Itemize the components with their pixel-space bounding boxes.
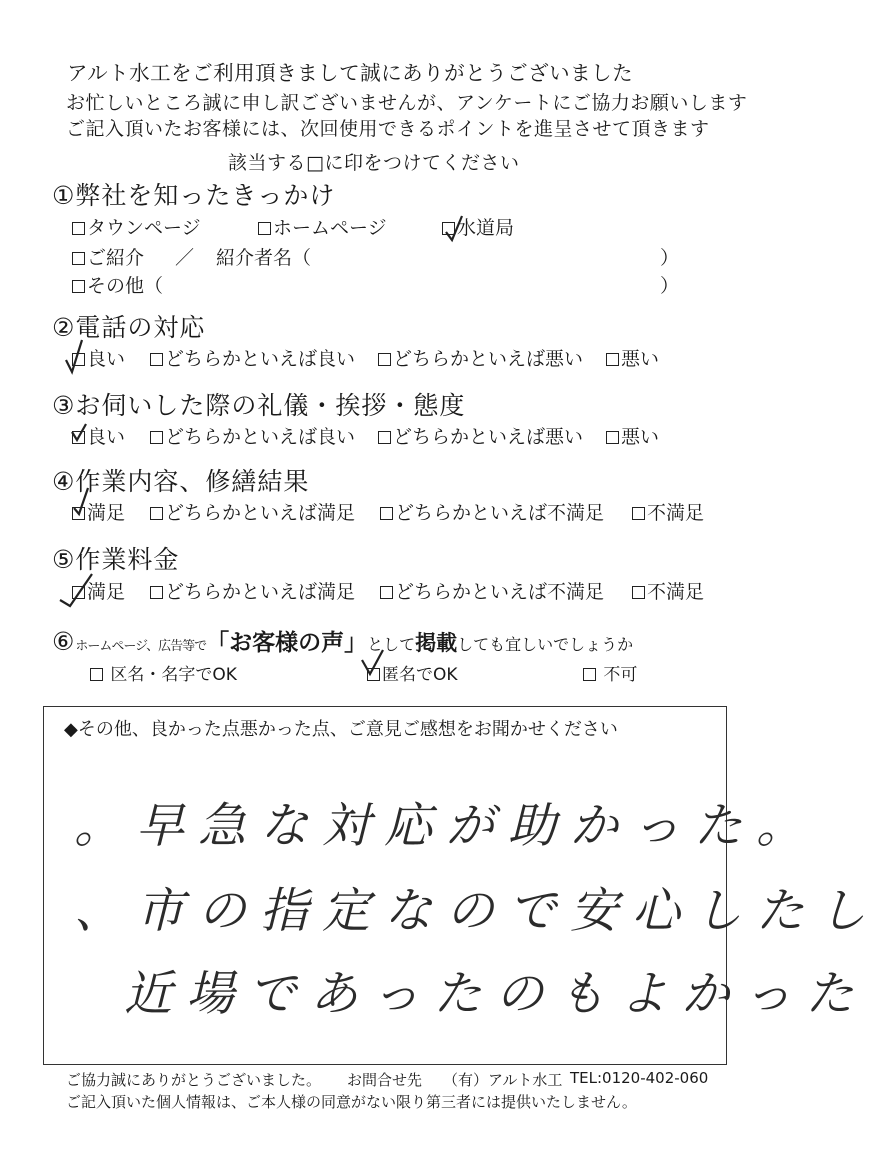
q5-option-satisfied[interactable]: 満足: [72, 577, 125, 604]
q3-option-fairly-good[interactable]: どちらかといえば良い: [150, 422, 355, 449]
q1-option-other[interactable]: その他（: [72, 271, 163, 298]
q6-voice: 「お客様の声」: [206, 630, 368, 656]
q4-option-unsatisfied[interactable]: 不満足: [632, 498, 704, 525]
q3-title: ③お伺いした際の礼儀・挨拶・態度: [52, 391, 466, 420]
q6-as: として: [367, 635, 416, 654]
q4-option-satisfied[interactable]: 満足: [72, 498, 125, 525]
comment-box[interactable]: [43, 706, 880, 1065]
check-mark-icon: [72, 424, 86, 440]
q3-option-good[interactable]: 良い: [72, 422, 125, 449]
survey-request-text: お忙しいところ誠に申し訳ございませんが、アンケートにご協力お願いします: [66, 92, 748, 114]
q2-option-bad[interactable]: 悪い: [606, 344, 659, 371]
q4-option-fairly-satisfied[interactable]: どちらかといえば満足: [150, 498, 355, 525]
q1-referrer-label: 紹介者名（: [216, 247, 312, 269]
q1-option-water-bureau[interactable]: 水道局: [442, 213, 514, 240]
survey-instruction: 該当する□に印をつけてください: [228, 152, 520, 174]
q2-option-fairly-good[interactable]: どちらかといえば良い: [150, 344, 355, 371]
handwritten-line-1: 。早急な対応が助かった。: [74, 798, 819, 854]
q6-suffix: しても宜しいでしょうか: [457, 635, 634, 654]
q6-number: ⑥: [52, 627, 76, 656]
check-mark-icon: [74, 488, 88, 514]
q5-option-fairly-unsatisfied[interactable]: どちらかといえば不満足: [380, 577, 604, 604]
q4-option-fairly-unsatisfied[interactable]: どちらかといえば不満足: [380, 498, 604, 525]
handwritten-line-3: 近場であったのもよかった: [124, 966, 868, 1022]
survey-points-text: ご記入頂いたお客様には、次回使用できるポイントを進呈させて頂きます: [66, 118, 710, 140]
q1-title: ①弊社を知ったきっかけ: [52, 181, 336, 210]
q3-option-bad[interactable]: 悪い: [606, 422, 659, 449]
q6-prefix: ホームページ、広告等で: [75, 639, 207, 654]
q6-option-not-allowed[interactable]: 不可: [583, 660, 637, 685]
q1-option-homepage[interactable]: ホームページ: [258, 213, 387, 240]
check-mark-icon: [60, 574, 92, 606]
footer-tel: TEL:0120-402-060: [570, 1069, 709, 1087]
q1-option-referral[interactable]: ご紹介: [72, 243, 144, 270]
q6-option-name-ok[interactable]: 区名・名字でOK: [90, 660, 237, 685]
q2-title: ②電話の対応: [52, 313, 206, 342]
q3-option-fairly-bad[interactable]: どちらかといえば悪い: [378, 422, 583, 449]
q5-option-fairly-satisfied[interactable]: どちらかといえば満足: [150, 577, 355, 604]
q5-option-unsatisfied[interactable]: 不満足: [632, 577, 704, 604]
q1-slash: ／: [175, 247, 195, 269]
q2-option-fairly-bad[interactable]: どちらかといえば悪い: [378, 344, 583, 371]
q1-referrer-close: ）: [660, 247, 680, 269]
q1-other-close: ）: [660, 275, 680, 297]
check-mark-icon: [446, 216, 462, 240]
check-mark-icon: [362, 650, 383, 674]
footer-company: （有）アルト水工: [443, 1071, 563, 1089]
q6-publish: 掲載: [415, 631, 458, 655]
q4-title: ④作業内容、修繕結果: [52, 467, 310, 496]
check-mark-icon: [66, 340, 82, 372]
q2-option-good[interactable]: 良い: [72, 344, 125, 371]
survey-heading: アルト水工をご利用頂きまして誠にありがとうございました: [67, 61, 634, 85]
q6-option-anonymous-ok[interactable]: 匿名でOK: [367, 660, 458, 685]
footer-privacy: ご記入頂いた個人情報は、ご本人様の同意がない限り第三者には提供いたしません。: [66, 1093, 637, 1111]
handwritten-line-2: 、市の指定なので安心したし: [74, 883, 880, 939]
q1-option-townpage[interactable]: タウンページ: [72, 213, 201, 240]
footer-contact-label: お問合せ先: [347, 1071, 423, 1089]
footer-thanks: ご協力誠にありがとうございました。: [66, 1071, 322, 1089]
comment-prompt: ◆その他、良かった点悪かった点、ご意見ご感想をお聞かせください: [64, 719, 618, 740]
q5-title: ⑤作業料金: [52, 545, 180, 574]
